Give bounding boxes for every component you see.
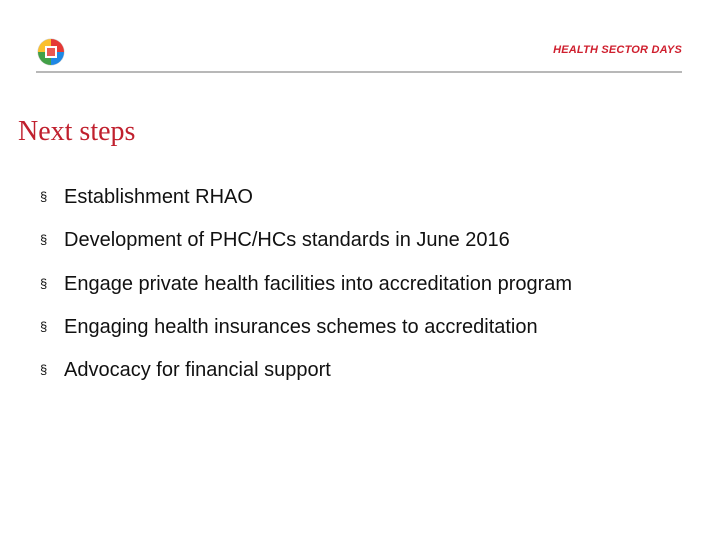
bullet-item [40,316,572,359]
bullet-marker: § [40,362,48,378]
bullet-item [40,359,572,402]
slide-title: Next steps [18,116,136,147]
bullet-marker: § [40,275,48,291]
bullet-text: Establishment RHAO [64,186,253,208]
brand-label: HEALTH SECTOR DAYS [553,44,682,56]
logo-icon [37,38,65,66]
header-divider [36,71,682,73]
bullet-text: Development of PHC/HCs standards in June 2016 [64,229,510,252]
bullet-marker: § [40,318,48,334]
bullet-marker: § [40,189,48,204]
bullet-item [40,229,572,272]
bullet-text: Engaging health insurances schemes to accreditation [64,315,538,338]
bullet-text: Engage private health facilities into accreditation program [64,272,573,295]
bullet-item [40,186,572,229]
bullet-marker: § [40,232,48,248]
bullet-item [40,273,572,316]
bullet-list [40,186,572,402]
bullet-text: Advocacy for financial support [64,359,331,382]
